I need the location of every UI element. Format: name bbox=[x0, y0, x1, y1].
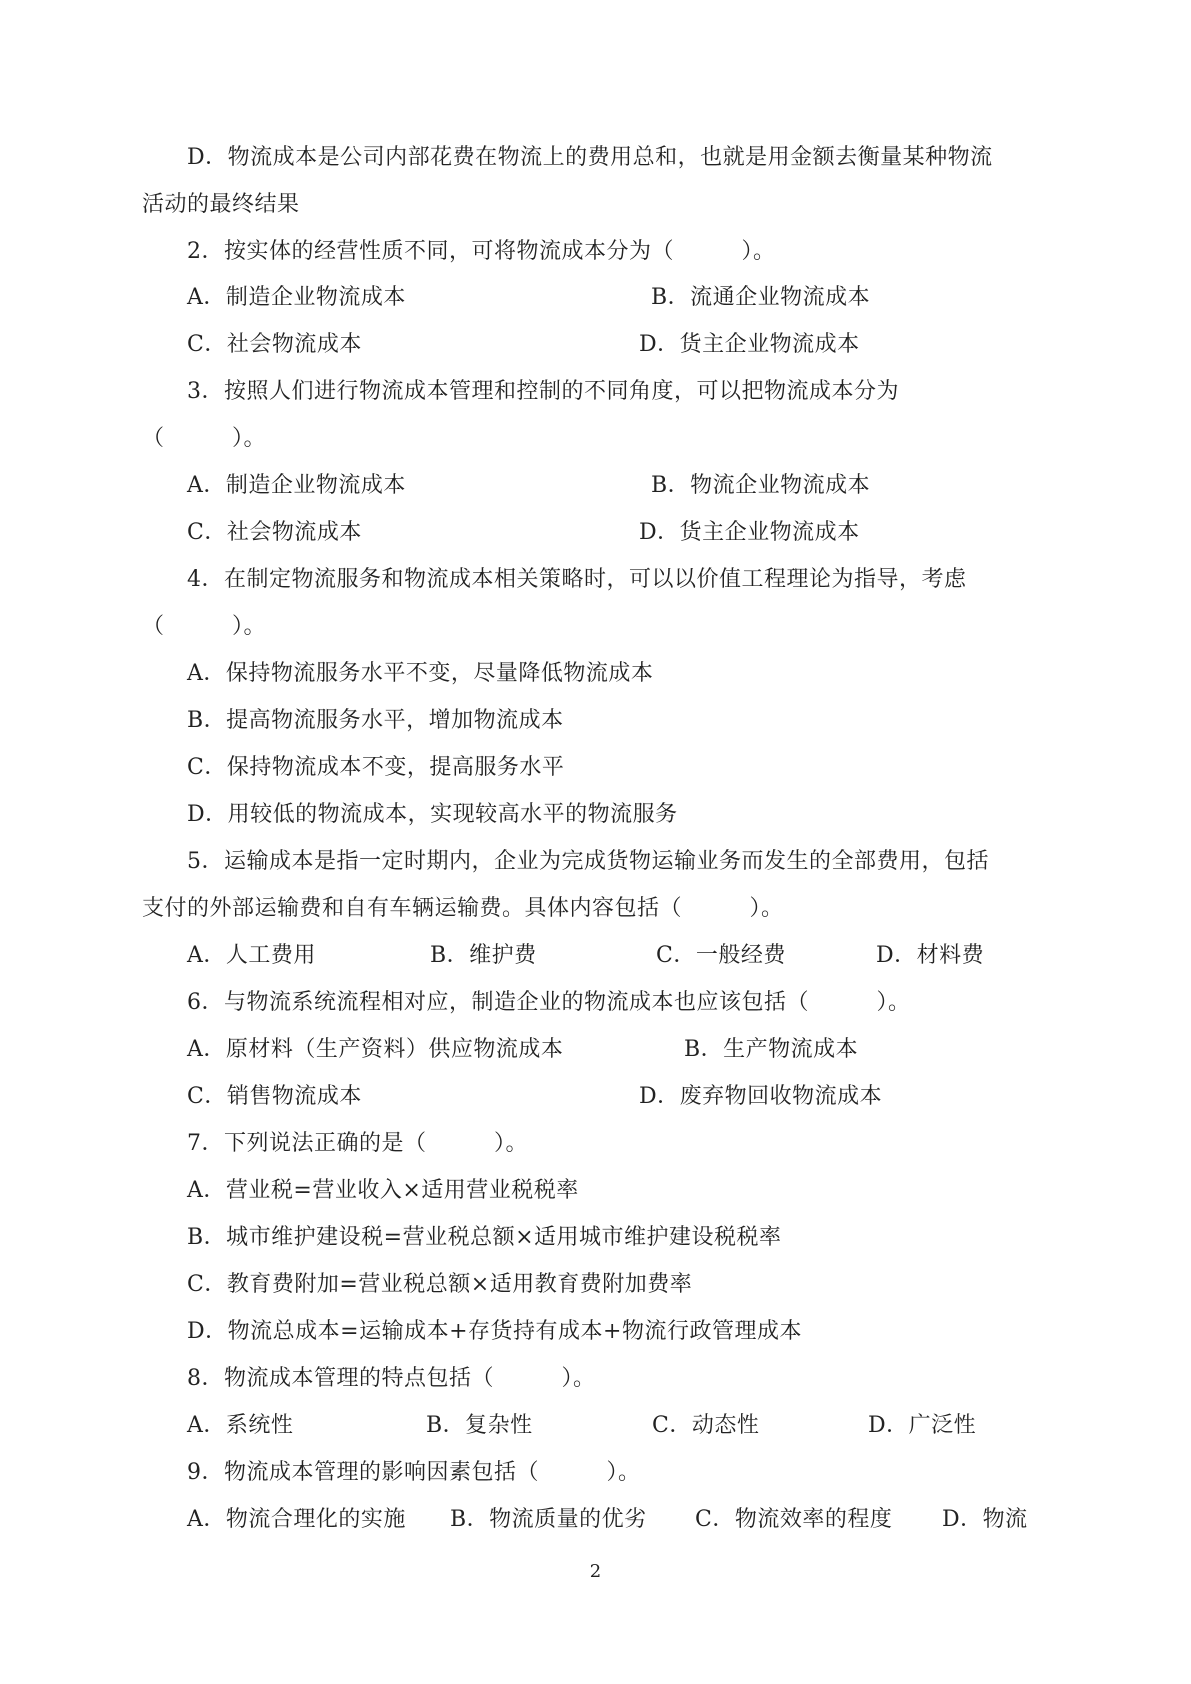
q6-option-c: C．销售物流成本 bbox=[187, 1084, 362, 1109]
q7-stem: 7．下列说法正确的是（ ）。 bbox=[187, 1131, 528, 1156]
q6-option-b: B．生产物流成本 bbox=[684, 1037, 859, 1062]
q2-option-b: B．流通企业物流成本 bbox=[651, 285, 871, 310]
q8-option-a: A．系统性 bbox=[187, 1413, 294, 1438]
q4-option-d: D．用较低的物流成本，实现较高水平的物流服务 bbox=[187, 802, 678, 827]
q5-stem-line1: 5．运输成本是指一定时期内，企业为完成货物运输业务而发生的全部费用，包括 bbox=[187, 849, 989, 874]
q3-option-b: B．物流企业物流成本 bbox=[651, 473, 871, 498]
q3-option-d: D．货主企业物流成本 bbox=[639, 520, 860, 545]
q7-option-d: D．物流总成本=运输成本+存货持有成本+物流行政管理成本 bbox=[187, 1319, 802, 1344]
q6-option-d: D．废弃物回收物流成本 bbox=[639, 1084, 883, 1109]
q9-option-c: C．物流效率的程度 bbox=[695, 1507, 893, 1532]
q3-stem-line2: （ ）。 bbox=[142, 426, 267, 451]
q5-option-d: D．材料费 bbox=[876, 943, 985, 968]
q8-option-d: D．广泛性 bbox=[868, 1413, 977, 1438]
q3-option-a: A．制造企业物流成本 bbox=[187, 473, 406, 498]
q4-option-b: B．提高物流服务水平，增加物流成本 bbox=[187, 708, 564, 733]
q4-stem-line2: （ ）。 bbox=[142, 614, 267, 639]
q9-option-a: A．物流合理化的实施 bbox=[187, 1507, 406, 1532]
q8-option-c: C．动态性 bbox=[652, 1413, 760, 1438]
page-number: 2 bbox=[589, 1561, 602, 1582]
q7-option-c: C．教育费附加=营业税总额×适用教育费附加费率 bbox=[187, 1272, 693, 1297]
q2-option-a: A．制造企业物流成本 bbox=[187, 285, 406, 310]
q5-option-c: C．一般经费 bbox=[656, 943, 786, 968]
q9-option-b: B．物流质量的优劣 bbox=[450, 1507, 647, 1532]
q3-stem-line1: 3．按照人们进行物流成本管理和控制的不同角度，可以把物流成本分为 bbox=[187, 379, 899, 404]
q1-option-d-line2: 活动的最终结果 bbox=[142, 192, 300, 217]
q3-option-c: C．社会物流成本 bbox=[187, 520, 362, 545]
q9-option-d: D．物流 bbox=[942, 1507, 1028, 1532]
q7-option-b: B．城市维护建设税=营业税总额×适用城市维护建设税税率 bbox=[187, 1225, 782, 1250]
q4-option-c: C．保持物流成本不变，提高服务水平 bbox=[187, 755, 565, 780]
q5-option-b: B．维护费 bbox=[430, 943, 537, 968]
q7-option-a: A．营业税=营业收入×适用营业税税率 bbox=[187, 1178, 579, 1203]
q6-stem: 6．与物流系统流程相对应，制造企业的物流成本也应该包括（ ）。 bbox=[187, 990, 911, 1015]
q8-stem: 8．物流成本管理的特点包括（ ）。 bbox=[187, 1366, 596, 1391]
q4-stem-line1: 4．在制定物流服务和物流成本相关策略时，可以以价值工程理论为指导，考虑 bbox=[187, 567, 967, 592]
q8-option-b: B．复杂性 bbox=[426, 1413, 533, 1438]
q5-stem-line2: 支付的外部运输费和自有车辆运输费。具体内容包括（ ）。 bbox=[142, 896, 784, 921]
q9-stem: 9．物流成本管理的影响因素包括（ ）。 bbox=[187, 1460, 641, 1485]
q1-option-d-line1: D．物流成本是公司内部花费在物流上的费用总和，也就是用金额去衡量某种物流 bbox=[187, 145, 993, 170]
q2-option-d: D．货主企业物流成本 bbox=[639, 332, 860, 357]
q4-option-a: A．保持物流服务水平不变，尽量降低物流成本 bbox=[187, 661, 654, 686]
q5-option-a: A．人工费用 bbox=[187, 943, 316, 968]
q2-stem: 2．按实体的经营性质不同，可将物流成本分为（ ）。 bbox=[187, 239, 776, 264]
q2-option-c: C．社会物流成本 bbox=[187, 332, 362, 357]
q6-option-a: A．原材料（生产资料）供应物流成本 bbox=[187, 1037, 564, 1062]
